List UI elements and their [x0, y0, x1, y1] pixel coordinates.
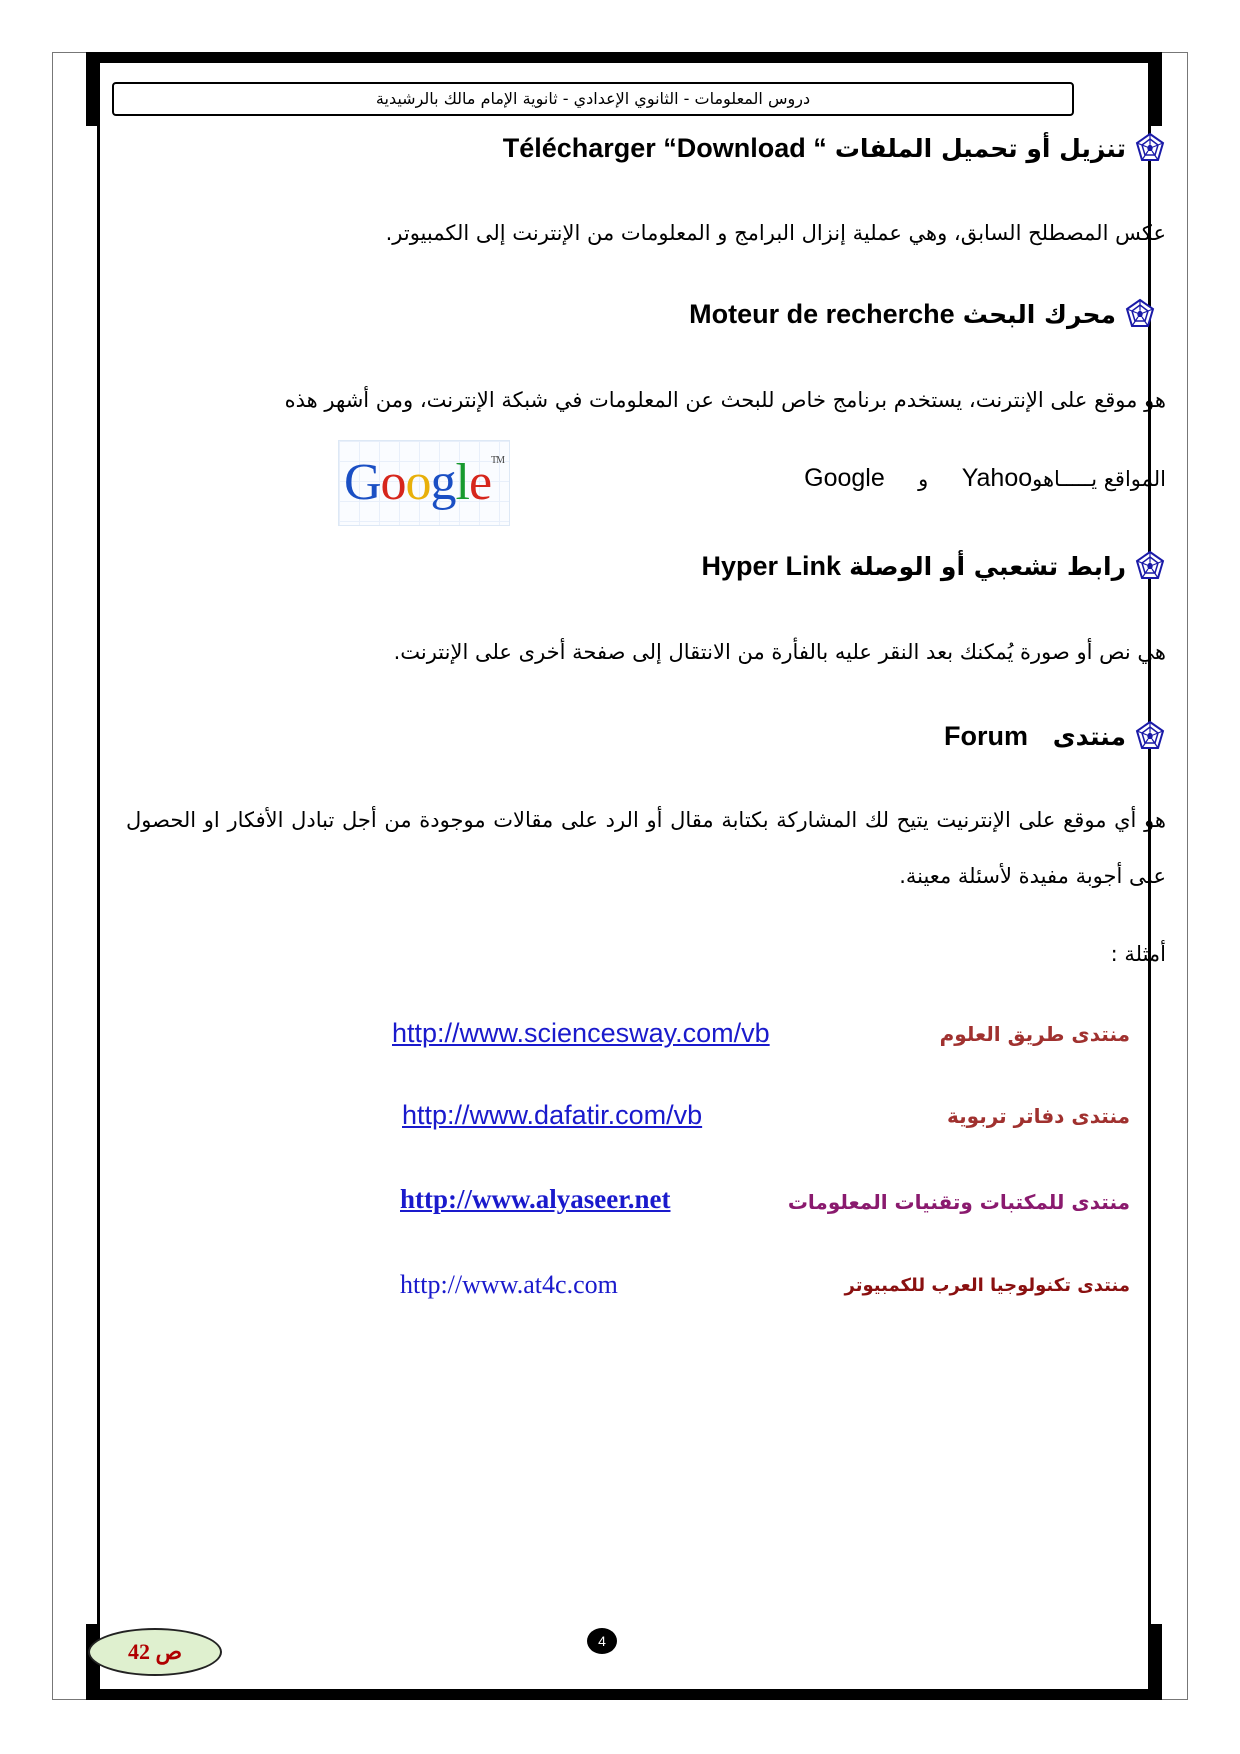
paragraph-download: عكس المصطلح السابق، وهي عملية إنزال البرامج و المعلومات من الإنترنت إلى الكمبيوتر.	[385, 221, 1166, 245]
web-bullet-icon	[1134, 550, 1166, 582]
frame-corner	[1151, 1624, 1162, 1700]
heading-forum-latin: Forum	[944, 720, 1029, 751]
heading-forum-ar: منتدى	[1052, 721, 1126, 751]
heading-hyperlink	[702, 550, 1166, 582]
forum-link-dafatir[interactable]: http://www.dafatir.com/vb	[402, 1100, 703, 1130]
page-dot: 4	[587, 1628, 617, 1654]
forum-link-at4c[interactable]: http://www.at4c.com	[400, 1270, 618, 1299]
site-google: Google	[804, 464, 885, 492]
heading-search-engine	[689, 298, 1156, 330]
heading-download-latin: Télécharger “Download “	[502, 132, 827, 163]
web-bullet-icon	[1124, 298, 1156, 330]
heading-search-engine-ar: محرك البحث	[962, 299, 1116, 329]
heading-download-ar: تنزيل أو تحميل الملفات	[834, 133, 1126, 163]
heading-download	[503, 132, 1166, 164]
page-header	[112, 82, 1074, 116]
google-logo	[338, 440, 510, 526]
header-text: دروس المعلومات - الثانوي الإعدادي - ثانوية الإمام مالك بالرشيدية	[375, 89, 811, 108]
paragraph-forum: هو أي موقع على الإنترنيت يتيح لك المشاركة بكتابة مقال أو الرد على مقالات موجودة من أجل تبادل الأفكار او الحصول على أجوبة مفيدة لأسئلة معينة.	[126, 808, 1166, 888]
web-bullet-icon	[1134, 720, 1166, 752]
google-logo-text: Google	[343, 454, 492, 511]
frame-left-line	[97, 52, 100, 1700]
sites-conj: و	[918, 467, 929, 491]
heading-search-engine-latin: Moteur de recherche	[689, 298, 955, 329]
forum-name-at4c: منتدى تكنولوجيا العرب للكمبيوتر	[844, 1275, 1130, 1296]
search-engine-examples	[804, 464, 1166, 493]
forum-link-sciencesway[interactable]: http://www.sciencesway.com/vb	[392, 1018, 770, 1048]
paragraph-hyperlink: هي نص أو صورة يُمكنك بعد النقر عليه بالفأرة من الانتقال إلى صفحة أخرى على الإنترنت.	[393, 640, 1166, 664]
frame-corner	[1151, 52, 1162, 126]
heading-forum	[944, 720, 1166, 752]
web-bullet-icon	[1134, 132, 1166, 164]
paragraph-search-engine: هو موقع على الإنترنت، يستخدم برنامج خاص للبحث عن المعلومات في شبكة الإنترنت، ومن أشهر هذه	[284, 388, 1166, 412]
google-logo-tm: TM	[491, 455, 505, 466]
forum-name-sciencesway: منتدى طريق العلوم	[939, 1022, 1130, 1046]
forum-link-alyaseer[interactable]: http://www.alyaseer.net	[400, 1184, 671, 1214]
site-yahoo: Yahoo	[961, 464, 1033, 492]
page-number-label: ص 42	[127, 1639, 183, 1664]
heading-hyperlink-latin: Hyper Link	[701, 550, 842, 581]
forum-name-alyaseer: منتدى للمكتبات وتقنيات المعلومات	[787, 1190, 1130, 1214]
forum-name-dafatir: منتدى دفاتر تربوية	[947, 1104, 1130, 1128]
frame-corner	[86, 52, 97, 126]
sites-prefix: المواقع يـــــاهو	[1032, 467, 1166, 491]
page-number-badge	[88, 1628, 222, 1676]
examples-label: أمثلة :	[1110, 942, 1166, 966]
heading-hyperlink-ar: رابط تشعبي أو الوصلة	[849, 551, 1126, 581]
